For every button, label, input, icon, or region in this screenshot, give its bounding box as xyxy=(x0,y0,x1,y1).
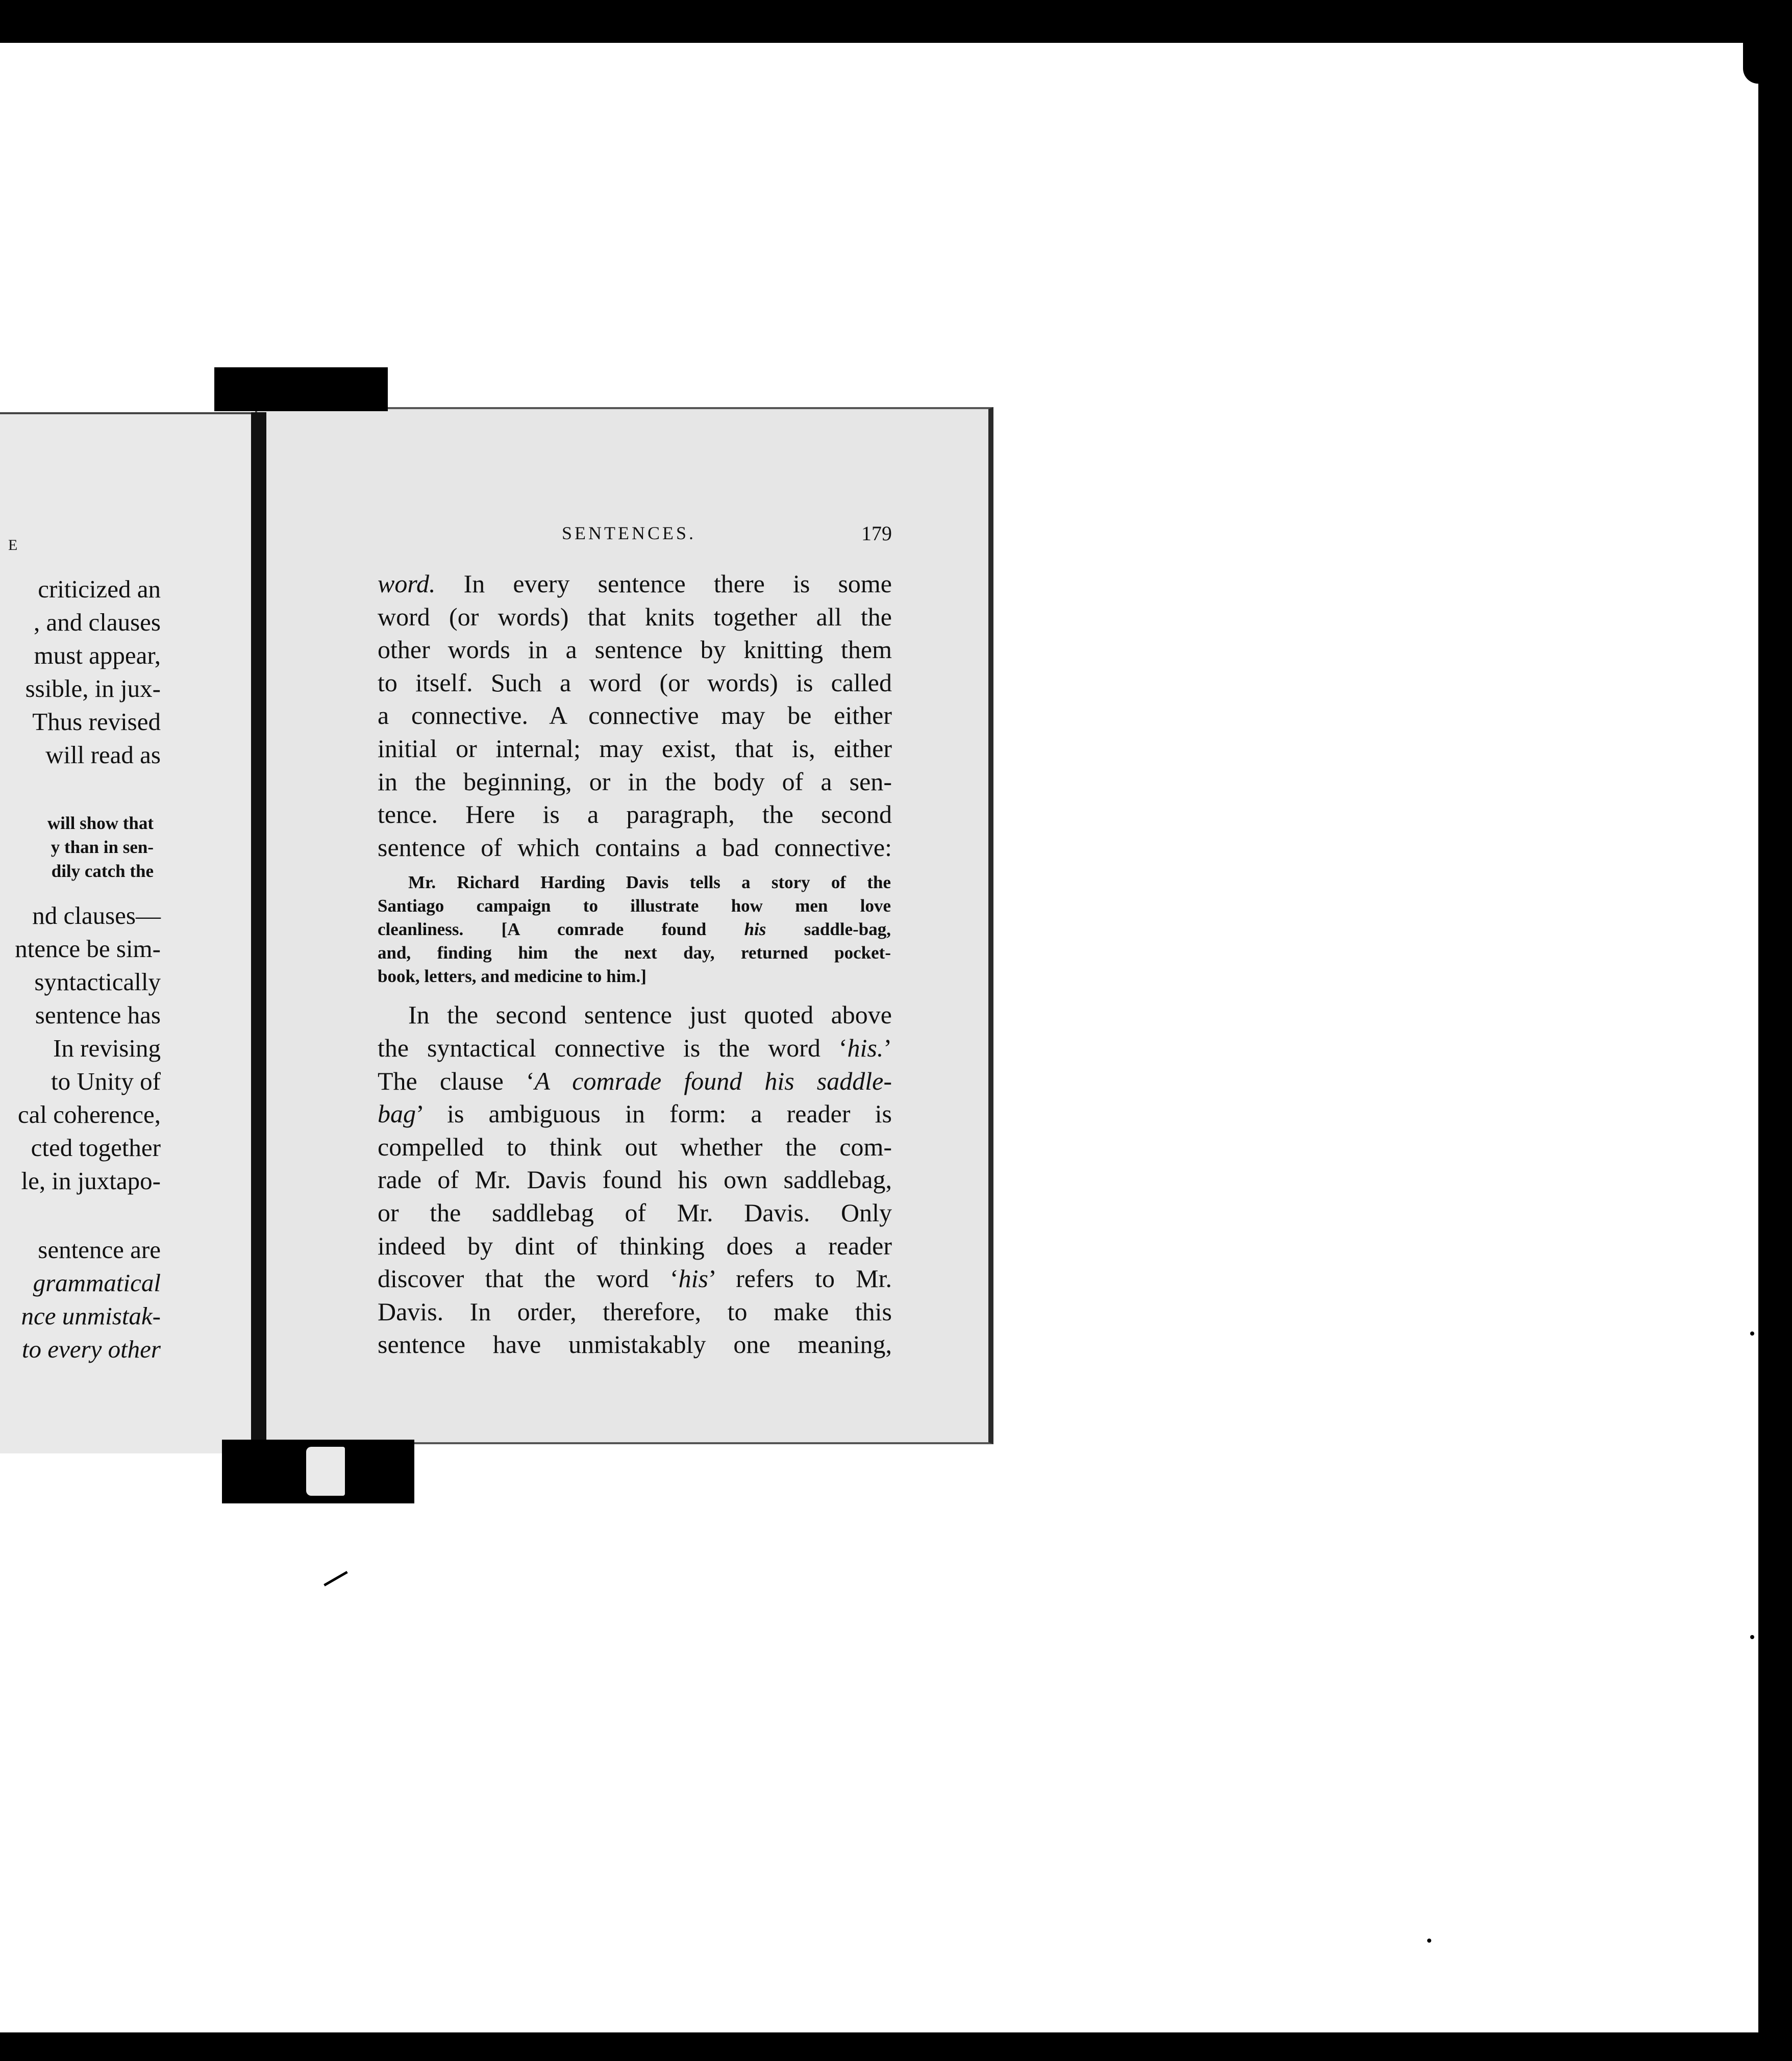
left-line: to Unity of xyxy=(51,1067,161,1095)
left-line: sentence has xyxy=(35,1001,161,1029)
left-line: dily catch the xyxy=(51,861,154,881)
left-body-block-2 xyxy=(0,899,161,1197)
italic-phrase: A comrade found his saddle- xyxy=(534,1066,892,1095)
left-line: In revising xyxy=(53,1034,161,1062)
left-line: , and clauses xyxy=(34,608,161,636)
left-line: must appear, xyxy=(34,641,161,669)
left-body-block-1 xyxy=(0,572,161,771)
quote-line: and, finding him the next day, returned pocket- xyxy=(378,943,891,963)
text-line xyxy=(378,1262,892,1295)
quote-line: Santiago campaign to illustrate how men love xyxy=(378,896,891,916)
text-line: tence. Here is a paragraph, the second xyxy=(378,800,892,829)
italic-word: his. xyxy=(847,1033,884,1062)
block-quote xyxy=(378,871,892,988)
text-line: a connective. A connective may be either xyxy=(378,701,892,730)
text-line: in the beginning, or in the body of a sen- xyxy=(378,767,892,796)
quote-line: Mr. Richard Harding Davis tells a story of the xyxy=(408,872,891,893)
text-line: to itself. Such a word (or words) is called xyxy=(378,668,892,697)
left-line: le, in juxtapo- xyxy=(21,1167,161,1195)
italic-word: his xyxy=(744,919,766,940)
left-italic-block xyxy=(0,1266,161,1366)
text-fragment: ’ refers to Mr. xyxy=(708,1264,892,1293)
clip-notch xyxy=(306,1447,345,1496)
left-line: to every other xyxy=(21,1335,161,1363)
quote-line xyxy=(378,918,892,941)
left-line: nd clauses— xyxy=(32,901,161,929)
scan-speck xyxy=(1750,1635,1754,1639)
italic-word: word. xyxy=(378,569,436,598)
italic-word: bag xyxy=(378,1099,416,1128)
text-fragment: ’ xyxy=(883,1033,892,1062)
left-line: ssible, in jux- xyxy=(25,674,161,702)
text-line: rade of Mr. Davis found his own saddlebag, xyxy=(378,1165,892,1194)
left-line: syntactically xyxy=(34,968,161,996)
left-line: grammatical xyxy=(33,1269,161,1297)
page-number: 179 xyxy=(861,522,892,545)
left-body-block-3 xyxy=(0,1233,161,1266)
text-fragment: ’ is ambiguous in form: a reader is xyxy=(416,1099,892,1128)
text-line: initial or internal; may exist, that is, either xyxy=(378,734,892,763)
text-fragment: cleanliness. [A comrade found xyxy=(378,919,744,940)
running-head: SENTENCES. xyxy=(562,523,696,543)
quote-line: book, letters, and medicine to him.] xyxy=(378,966,646,987)
text-fragment: In every sentence there is some xyxy=(463,569,892,598)
text-line: Davis. In order, therefore, to make this xyxy=(378,1297,892,1326)
scan-speck xyxy=(1427,1939,1431,1943)
left-line: will read as xyxy=(45,741,161,769)
text-line xyxy=(378,1097,892,1130)
text-fragment: discover that the word ‘ xyxy=(378,1264,679,1293)
left-page xyxy=(0,412,263,1453)
text-line: sentence have unmistakably one meaning, xyxy=(378,1330,892,1359)
left-line: cal coherence, xyxy=(17,1100,161,1128)
text-line xyxy=(378,1065,892,1098)
left-line: y than in sen- xyxy=(51,837,154,857)
italic-word: his xyxy=(678,1264,708,1293)
left-line: criticized an xyxy=(38,575,161,603)
text-line: indeed by dint of thinking does a reader xyxy=(378,1231,892,1260)
text-line: In the second sentence just quoted above xyxy=(408,1000,892,1029)
scan-speck xyxy=(1750,1331,1754,1336)
text-line: other words in a sentence by knitting them xyxy=(378,635,892,664)
text-line: word (or words) that knits together all the xyxy=(378,602,892,631)
left-line: nce unmistak- xyxy=(21,1302,161,1330)
left-line: will show that xyxy=(47,813,154,833)
book-clip-top xyxy=(214,367,388,411)
book-gutter xyxy=(251,412,266,1440)
text-line: compelled to think out whether the com- xyxy=(378,1132,892,1161)
text-fragment: saddle-bag, xyxy=(766,919,891,940)
left-line: Thus revised xyxy=(32,708,161,736)
text-line xyxy=(378,1032,892,1065)
text-fragment: the syntactical connective is the word ‘ xyxy=(378,1033,848,1062)
text-line: or the saddlebag of Mr. Davis. Only xyxy=(378,1198,892,1227)
text-line: sentence of which contains a bad connective: xyxy=(378,833,892,862)
text-fragment: The clause ‘ xyxy=(378,1066,535,1095)
left-line: ntence be sim- xyxy=(15,935,161,963)
left-line: cted together xyxy=(31,1134,161,1162)
left-line: sentence are xyxy=(38,1236,161,1264)
text-line xyxy=(378,567,892,600)
page-body xyxy=(378,567,892,1361)
left-small-block xyxy=(0,811,154,907)
left-running-head-fragment: E xyxy=(8,537,20,554)
